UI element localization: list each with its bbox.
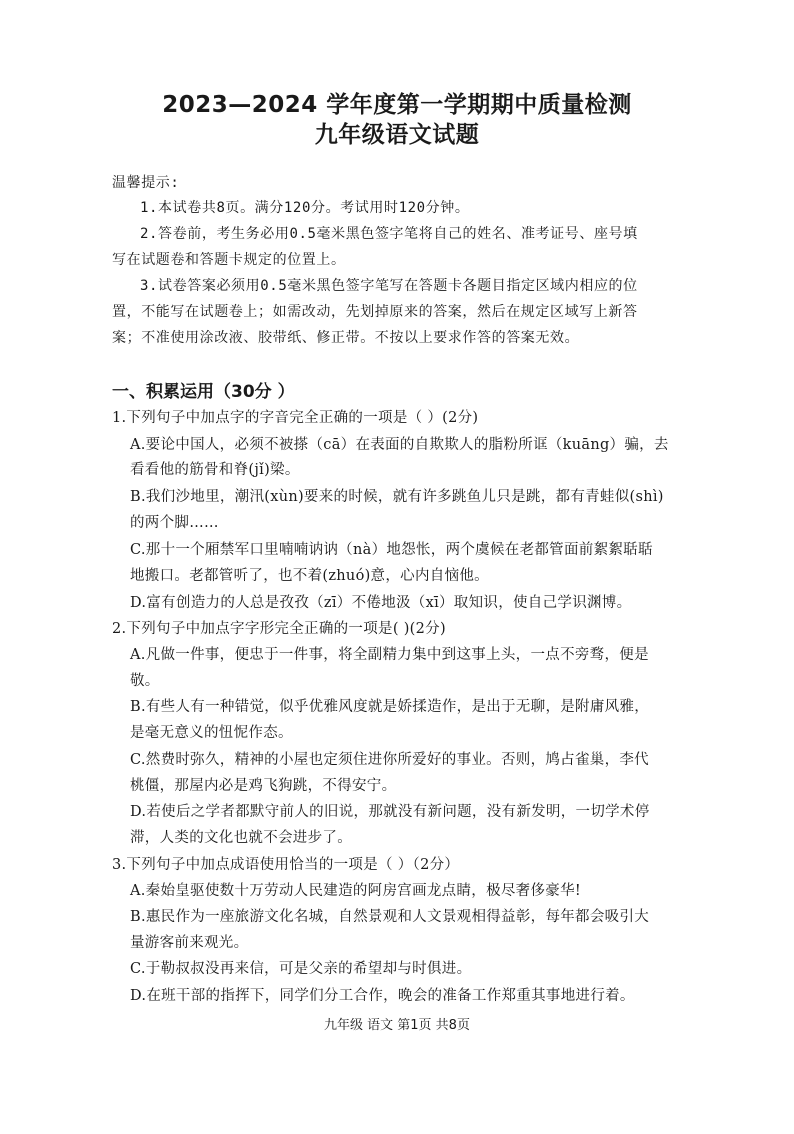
- option-a: A.凡做一件事，便忠于一件事，将全副精力集中到这事上头，一点不旁骛，便是: [130, 647, 649, 663]
- option-b: B.有些人有一种错觉，似乎优雅风度就是娇揉造作，是出于无聊，是附庸风雅，: [130, 699, 650, 715]
- notice-line: 2.答卷前，考生务必用0.5毫米黑色签字笔将自己的姓名、准考证号、座号填: [140, 226, 638, 242]
- option-a: A.秦始皇驱使数十万劳动人民建造的阿房宫画龙点睛，极尽奢侈豪华!: [130, 883, 582, 899]
- option-a-cont: 看看他的筋骨和脊(jǐ)梁。: [130, 462, 300, 478]
- section-heading: 一、积累运用（30分 ）: [112, 382, 295, 402]
- notice-line: 置，不能写在试题卷上；如需改动，先划掉原来的答案，然后在规定区域写上新答: [112, 304, 638, 320]
- notice-line: 1.本试卷共8页。满分120分。考试用时120分钟。: [140, 200, 470, 216]
- option-b-cont: 的两个脚……: [130, 515, 219, 531]
- option-d: D.若使后之学者都默守前人的旧说，那就没有新问题，没有新发明，一切学术停: [130, 804, 650, 820]
- option-c: C.那十一个厢禁军口里喃喃讷讷（nà）地怨怅，两个虞候在老都管面前絮絮聒聒: [130, 542, 653, 558]
- option-c-cont: 桃僵，那屋内必是鸡飞狗跳，不得安宁。: [130, 778, 397, 794]
- page-footer: 九年级 语文 第1页 共8页: [324, 1018, 470, 1033]
- question-stem: 2.下列句子中加点字字形完全正确的一项是( )(2分): [112, 621, 446, 637]
- exam-subtitle: 九年级语文试题: [314, 122, 480, 148]
- option-a: A.要论中国人，必须不被搽（cā）在表面的自欺欺人的脂粉所诓（kuāng）骗，去: [130, 437, 669, 453]
- option-b: B.我们沙地里，潮汛(xùn)要来的时候，就有许多跳鱼儿只是跳，都有青蛙似(shì): [130, 489, 664, 505]
- option-d: D.富有创造力的人总是孜孜（zī）不倦地汲（xī）取知识，使自己学识渊博。: [130, 595, 632, 611]
- question-stem: 1.下列句子中加点字的字音完全正确的一项是（ ）(2分): [112, 410, 479, 426]
- option-b-cont: 量游客前来观光。: [130, 935, 249, 951]
- option-d-cont: 滞，人类的文化也就不会进步了。: [130, 830, 352, 846]
- option-b-cont: 是毫无意义的忸怩作态。: [130, 725, 293, 741]
- option-c: C.于勒叔叔没再来信，可是父亲的希望却与时俱进。: [130, 961, 472, 977]
- exam-title: 2023—2024 学年度第一学期期中质量检测: [162, 92, 632, 118]
- option-b: B.惠民作为一座旅游文化名城，自然景观和人文景观相得益彰，每年都会吸引大: [130, 909, 650, 925]
- option-a-cont: 敬。: [130, 673, 160, 689]
- notice-line: 写在试题卷和答题卡规定的位置上。: [112, 252, 346, 268]
- option-d: D.在班干部的指挥下，同学们分工合作，晚会的准备工作郑重其事地进行着。: [130, 988, 635, 1004]
- notice-line: 3.试卷答案必须用0.5毫米黑色签字笔写在答题卡各题目指定区域内相应的位: [140, 278, 638, 294]
- option-c: C.然费时弥久，精神的小屋也定须住进你所爱好的事业。否则，鸠占雀巢，李代: [130, 752, 649, 768]
- question-stem: 3.下列句子中加点成语使用恰当的一项是（ ）（2分）: [112, 857, 460, 873]
- notice-label: 温馨提示:: [112, 175, 180, 191]
- option-c-cont: 地搬口。老都管听了，也不着(zhuó)意，心内自恼他。: [130, 568, 489, 584]
- notice-line: 案；不准使用涂改液、胶带纸、修正带。不按以上要求作答的答案无效。: [112, 330, 580, 346]
